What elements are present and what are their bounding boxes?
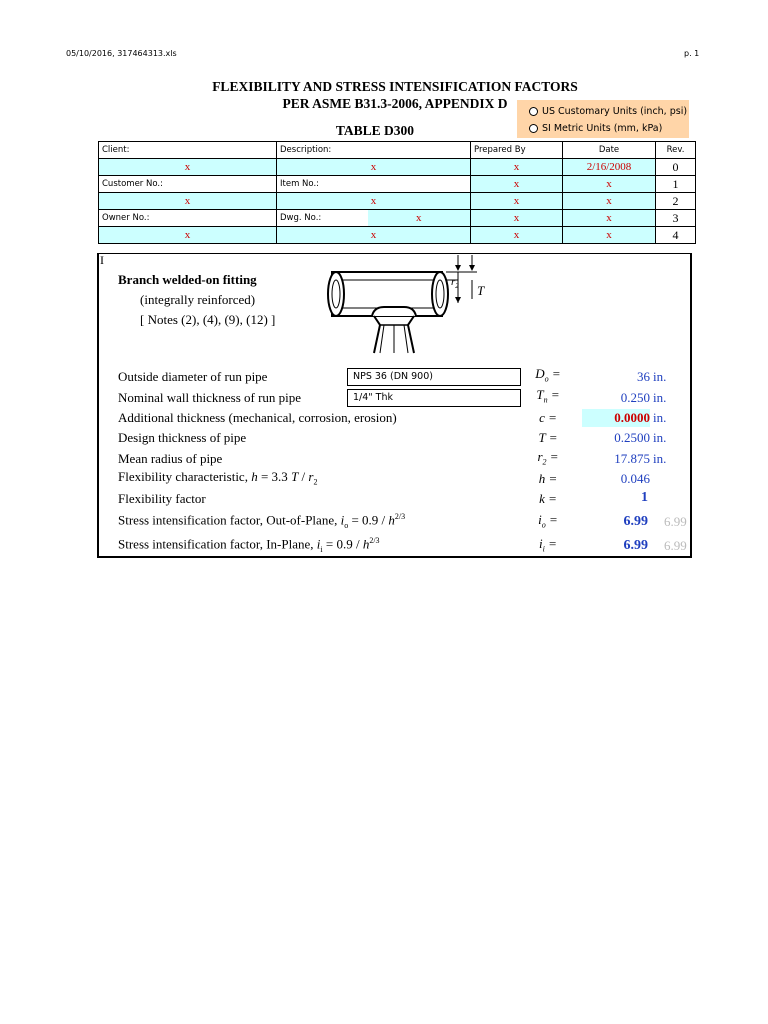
customer-no-field[interactable]: x [99,193,277,210]
t-value: 0.2500 [614,430,650,445]
prepared-by-field[interactable]: x [471,210,563,227]
fitting-name: Branch welded-on fitting [118,272,257,287]
prepared-by-field[interactable]: x [471,176,563,193]
wall-thickness-select[interactable]: 1/4" Thk [347,389,521,407]
io-label: Stress intensification factor, Out-of-Plane, $i_o = 0.9 / h^{2/3}$ [118,512,406,530]
dwg-no-label: Dwg. No.: [277,210,368,227]
fitting-notes: [ Notes (2), (4), (9), (12) ] [140,312,276,327]
rev-label: Rev. [656,142,696,159]
dwg-no-value[interactable]: x [277,227,471,244]
h-label: Flexibility characteristic, h = 3.3 T / $r_2$ [118,469,318,487]
date-field[interactable]: x [563,176,656,193]
rev-2: 2 [656,193,696,210]
date-field[interactable]: 2/16/2008 [563,159,656,176]
owner-no-field[interactable]: x [99,227,277,244]
io-symbol: $i_o$ = [538,512,558,530]
tn-label: Nominal wall thickness of run pipe [118,390,302,405]
od-label: Outside diameter of run pipe [118,369,268,384]
t-symbol: T = [538,430,558,445]
ii-label: Stress intensification factor, In-Plane, $i_i = 0.9 / h^{2/3}$ [118,536,380,554]
units-us-option[interactable] [529,103,689,120]
rev-4: 4 [656,227,696,244]
pipe-size-select[interactable]: NPS 36 (DN 900) [347,368,521,386]
k-label: Flexibility factor [118,491,206,506]
fig-T-label: T [477,283,485,298]
units-us-label: US Customary Units (inch, psi) [542,106,688,117]
od-symbol: $D_o$ = [535,366,561,384]
c-symbol: c = [539,410,557,425]
h-value: 0.046 [620,471,650,486]
radio-icon[interactable] [529,107,538,116]
k-symbol: k = [539,491,557,506]
description-field[interactable]: x [277,159,471,176]
k-value: 1 [641,490,648,505]
date-field[interactable]: x [563,193,656,210]
od-unit: in. [653,369,667,384]
od-value: 36 [637,369,650,384]
h-symbol: h = [538,471,558,486]
rev-0: 0 [656,159,696,176]
page-number: p. 1 [684,49,700,58]
title-line-2: PER ASME B31.3-2006, APPENDIX D [282,96,508,111]
t-label: Design thickness of pipe [118,430,247,445]
r2-value: 17.875 [614,451,650,466]
rev-1: 1 [656,176,696,193]
c-label: Additional thickness (mechanical, corrosion, erosion) [118,410,397,425]
io-ghost-value: 6.99 [664,514,687,529]
fig-r2-label: $r_2$ [451,276,459,291]
tn-unit: in. [653,390,667,405]
c-input[interactable]: 0.0000 [614,410,650,425]
prepared-by-field[interactable]: x [471,227,563,244]
file-header: 05/10/2016, 317464313.xls [66,49,177,58]
item-no-field[interactable]: x [277,193,471,210]
date-field[interactable]: x [563,227,656,244]
tn-value: 0.250 [620,390,650,405]
section-marker: I [100,253,104,267]
client-label: Client: [99,142,277,159]
title-line-1: FLEXIBILITY AND STRESS INTENSIFICATION FACTORS [212,79,578,94]
dwg-no-field[interactable]: x [368,210,471,227]
radio-icon[interactable] [529,124,538,133]
date-label: Date [563,142,656,159]
ii-ghost-value: 6.99 [664,538,687,553]
c-unit: in. [653,410,667,425]
ii-value: 6.99 [623,538,648,553]
item-no-label: Item No.: [277,176,471,193]
t-unit: in. [653,430,667,445]
r2-label: Mean radius of pipe [118,451,223,466]
customer-no-label: Customer No.: [99,176,277,193]
owner-no-label: Owner No.: [99,210,277,227]
rev-3: 3 [656,210,696,227]
units-si-option[interactable] [529,120,689,137]
date-field[interactable]: x [563,210,656,227]
client-field[interactable]: x [99,159,277,176]
units-selector [517,100,689,138]
r2-unit: in. [653,451,667,466]
prepared-by-field[interactable]: x [471,193,563,210]
io-value: 6.99 [623,514,648,529]
tn-symbol: $T_n$ = [536,387,560,405]
project-info-table [98,141,696,244]
ii-symbol: $i_i$ = [539,536,557,554]
units-si-label: SI Metric Units (mm, kPa) [542,123,663,134]
fitting-subtitle: (integrally reinforced) [140,292,256,307]
prepared-by-label: Prepared By [471,142,563,159]
branch-fitting-diagram [322,255,492,357]
table-title: TABLE D300 [335,123,415,138]
prepared-by-field[interactable]: x [471,159,563,176]
r2-symbol: $r_2$ = [537,449,559,467]
description-label: Description: [277,142,471,159]
